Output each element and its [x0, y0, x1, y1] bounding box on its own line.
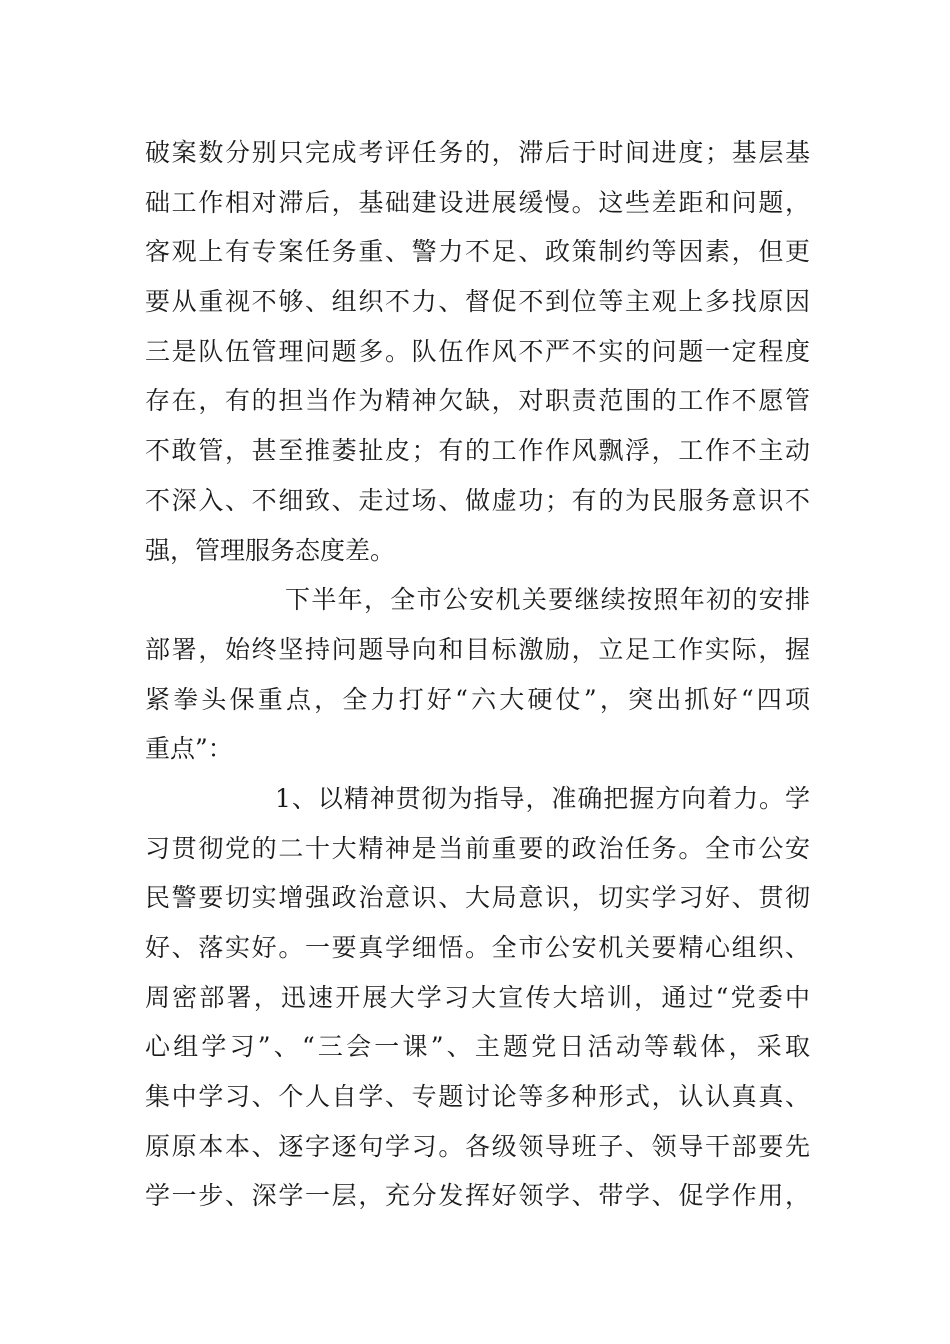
- paragraph-start-line: 下半年，全市公安机关要继续按照年初的安排: [285, 585, 810, 615]
- text-line: 紧拳头保重点，全力打好“六大硬仗”，突出抓好“四项: [145, 684, 810, 714]
- text-line: 三是队伍管理问题多。队伍作风不严不实的问题一定程度: [145, 336, 810, 366]
- text-line: 存在，有的担当作为精神欠缺，对职责范围的工作不愿管: [145, 386, 810, 416]
- text-line: 不敢管，甚至推萎扯皮；有的工作作风飘浮，工作不主动: [145, 436, 810, 466]
- text-line: 不深入、不细致、走过场、做虚功；有的为民服务意识不: [145, 485, 810, 515]
- text-line: 习贯彻党的二十大精神是当前重要的政治任务。全市公安: [145, 833, 810, 863]
- text-line: 心组学习”、“三会一课”、主题党日活动等载体，采取: [145, 1032, 810, 1062]
- paragraph-end-line: 强，管理服务态度差。: [145, 535, 396, 565]
- text-line: 破案数分别只完成考评任务的，滞后于时间进度；基层基: [145, 138, 810, 167]
- paragraph-end-line: 重点”：: [145, 734, 233, 764]
- text-line: 学一步、深学一层，充分发挥好领学、带学、促学作用，: [145, 1181, 810, 1211]
- text-line: 部署，始终坚持问题导向和目标激励，立足工作实际，握: [145, 634, 810, 664]
- text-line: 民警要切实增强政治意识、大局意识，切实学习好、贯彻: [145, 883, 810, 913]
- text-line: 础工作相对滞后，基础建设进展缓慢。这些差距和问题，: [145, 187, 810, 217]
- text-line: 要从重视不够、组织不力、督促不到位等主观上多找原因: [145, 287, 810, 317]
- text-line: 好、落实好。一要真学细悟。全市公安机关要精心组织、: [145, 933, 810, 962]
- text-line: 集中学习、个人自学、专题讨论等多种形式，认认真真、: [145, 1082, 810, 1112]
- text-line: 原原本本、逐字逐句学习。各级领导班子、领导干部要先: [145, 1131, 810, 1161]
- text-line: 客观上有专案任务重、警力不足、政策制约等因素，但更: [145, 237, 810, 267]
- text-line: 周密部署，迅速开展大学习大宣传大培训，通过“党委中: [145, 982, 810, 1012]
- section-heading-line: 1、以精神贯彻为指导，准确把握方向着力。学: [275, 783, 810, 813]
- body-text: [145, 128, 810, 1221]
